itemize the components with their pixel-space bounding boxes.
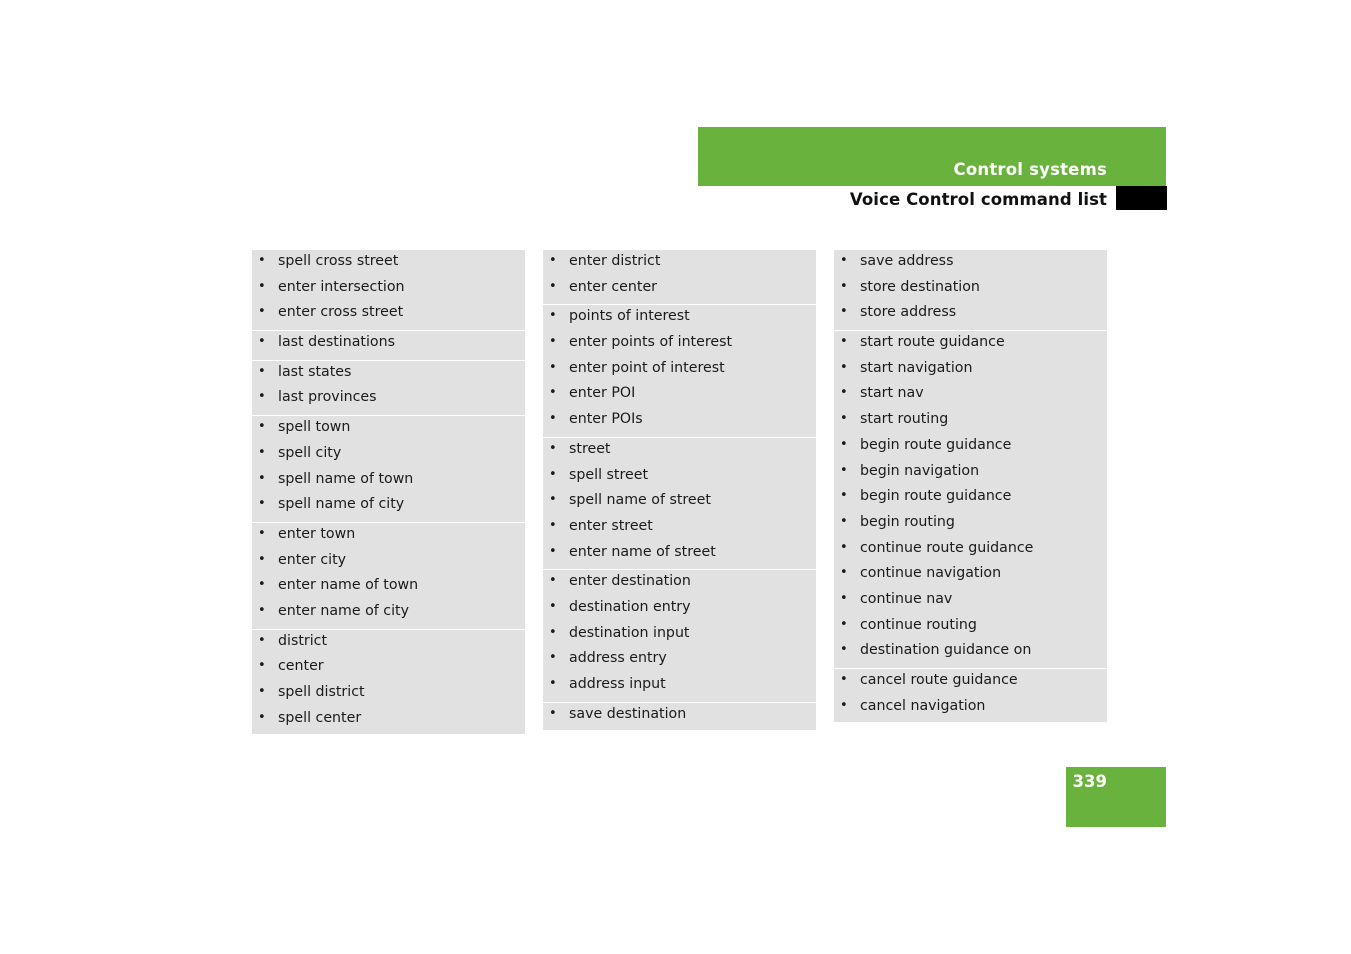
list-item: • enter POI	[543, 382, 816, 408]
list-item: • start routing	[834, 408, 1107, 434]
list-item: • center	[252, 655, 525, 681]
list-item: • enter cross street	[252, 301, 525, 327]
section-title: Control systems	[953, 160, 1107, 179]
command-group	[834, 331, 1107, 669]
list-item: • enter name of city	[252, 600, 525, 626]
list-item: • destination entry	[543, 596, 816, 622]
list-item: • store address	[834, 301, 1107, 327]
list-item: • street	[543, 438, 816, 464]
list-item: • enter street	[543, 515, 816, 541]
list-item: • last provinces	[252, 386, 525, 412]
command-column-3	[834, 250, 1107, 722]
command-group	[252, 630, 525, 735]
list-item: • destination input	[543, 622, 816, 648]
command-group	[543, 570, 816, 702]
list-item: • save address	[834, 250, 1107, 276]
list-item: • enter destination	[543, 570, 816, 596]
list-item: • points of interest	[543, 305, 816, 331]
list-item: • address entry	[543, 647, 816, 673]
list-item: • begin routing	[834, 511, 1107, 537]
list-item: • continue navigation	[834, 562, 1107, 588]
list-item: • address input	[543, 673, 816, 699]
list-item: • enter town	[252, 523, 525, 549]
command-group	[252, 331, 525, 361]
command-group	[834, 669, 1107, 722]
list-item: • begin route guidance	[834, 485, 1107, 511]
list-item: • district	[252, 630, 525, 656]
list-item: • store destination	[834, 276, 1107, 302]
command-column-2	[543, 250, 816, 730]
command-group	[252, 523, 525, 630]
list-item: • enter points of interest	[543, 331, 816, 357]
list-item: • spell city	[252, 442, 525, 468]
command-group	[834, 250, 1107, 331]
command-group	[252, 250, 525, 331]
list-item: • spell name of town	[252, 468, 525, 494]
list-item: • destination guidance on	[834, 639, 1107, 665]
list-item: • begin navigation	[834, 460, 1107, 486]
command-group	[543, 250, 816, 305]
list-item: • spell center	[252, 707, 525, 733]
list-item: • enter name of street	[543, 541, 816, 567]
list-item: • begin route guidance	[834, 434, 1107, 460]
list-item: • enter center	[543, 276, 816, 302]
list-item: • enter district	[543, 250, 816, 276]
command-group	[543, 305, 816, 437]
list-item: • save destination	[543, 703, 816, 729]
list-item: • last states	[252, 361, 525, 387]
list-item: • enter point of interest	[543, 357, 816, 383]
list-item: • enter name of town	[252, 574, 525, 600]
command-group	[543, 438, 816, 570]
list-item: • start route guidance	[834, 331, 1107, 357]
list-item: • enter POIs	[543, 408, 816, 434]
list-item: • cancel navigation	[834, 695, 1107, 721]
list-item: • last destinations	[252, 331, 525, 357]
list-item: • enter intersection	[252, 276, 525, 302]
command-group	[252, 361, 525, 416]
subsection-title: Voice Control command list	[849, 190, 1107, 209]
command-column-1	[252, 250, 525, 734]
list-item: • spell street	[543, 464, 816, 490]
list-item: • start navigation	[834, 357, 1107, 383]
section-header-band	[698, 127, 1166, 186]
section-marker-tab	[1116, 186, 1167, 210]
list-item: • continue route guidance	[834, 537, 1107, 563]
list-item: • spell town	[252, 416, 525, 442]
list-item: • spell name of street	[543, 489, 816, 515]
list-item: • spell cross street	[252, 250, 525, 276]
list-item: • enter city	[252, 549, 525, 575]
command-group	[543, 703, 816, 731]
list-item: • continue routing	[834, 614, 1107, 640]
list-item: • cancel route guidance	[834, 669, 1107, 695]
command-group	[252, 416, 525, 523]
list-item: • spell name of city	[252, 493, 525, 519]
list-item: • spell district	[252, 681, 525, 707]
list-item: • continue nav	[834, 588, 1107, 614]
page-number: 339	[1072, 772, 1107, 791]
list-item: • start nav	[834, 382, 1107, 408]
page-number-box	[1066, 767, 1166, 827]
